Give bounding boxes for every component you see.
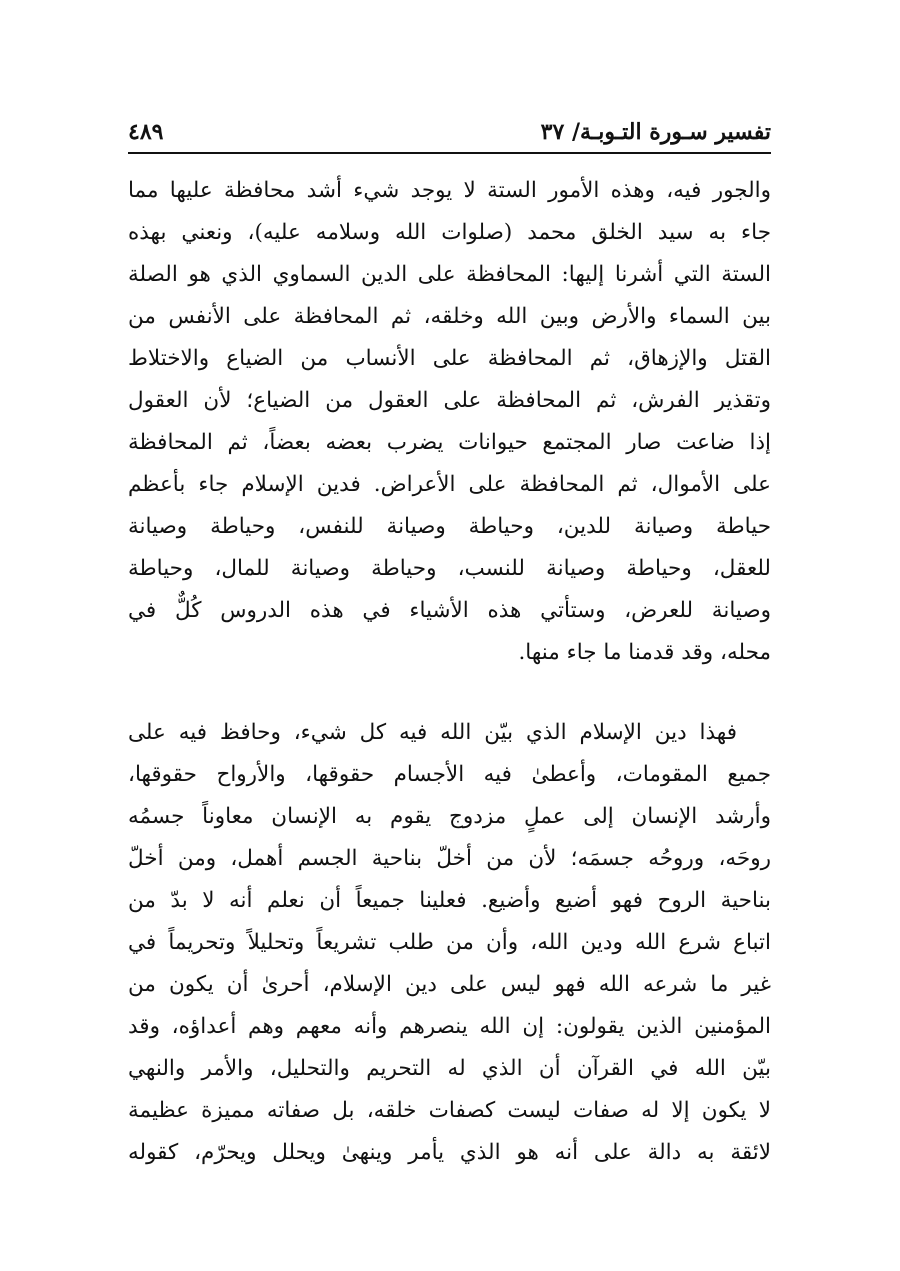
text-line: اتباع شرع الله ودين الله، وأن من طلب تشريعاً وتحليلاً وتحريماً في [128,930,771,955]
body-text [128,170,771,1174]
text-line: غير ما شرعه الله فهو ليس على دين الإسلام، أحرىٰ أن يكون من [128,972,771,997]
text-line: وتقذير الفرش، ثم المحافظة على العقول من الضياع؛ لأن العقول [128,388,771,413]
text-line: وصيانة للعرض، وستأتي هذه الأشياء في هذه الدروس كُلٌّ في [128,598,771,623]
text-line: المؤمنين الذين يقولون: إن الله ينصرهم وأنه معهم وهم أعداؤه، وقد [128,1014,771,1039]
text-line: إذا ضاعت صار المجتمع حيوانات يضرب بعضه بعضاً، ثم المحافظة [128,430,771,455]
text-line: حياطة وصيانة للدين، وحياطة وصيانة للنفس، وحياطة وصيانة [128,514,771,539]
paragraph-spacer [128,674,771,712]
text-line: وأرشد الإنسان إلى عملٍ مزدوج يقوم به الإنسان معاوناً جسمُه [128,804,771,829]
text-line: بيّن الله في القرآن أن الذي له التحريم والتحليل، والأمر والنهي [128,1056,771,1081]
page-number: ٤٨٩ [128,119,164,145]
header-divider [128,152,771,154]
text-line: والجور فيه، وهذه الأمور الستة لا يوجد شيء أشد محافظة عليها مما [128,178,771,203]
text-line: جاء به سيد الخلق محمد (صلوات الله وسلامه عليه)، ونعني بهذه [128,220,771,245]
text-line: جميع المقومات، وأعطىٰ فيه الأجسام حقوقها، والأرواح حقوقها، [128,762,771,787]
running-title: تفسير سـورة التـوبـة/ ٣٧ [540,119,771,145]
text-line: على الأموال، ثم المحافظة على الأعراض. فدين الإسلام جاء بأعظم [128,472,771,497]
paragraph-2 [128,712,771,1174]
text-line: روحَه، وروحُه جسمَه؛ لأن من أخلّ بناحية الجسم أهمل، ومن أخلّ [128,846,771,871]
text-line: الستة التي أشرنا إليها: المحافظة على الدين السماوي الذي هو الصلة [128,262,771,287]
text-line: محله، وقد قدمنا ما جاء منها. [518,640,771,665]
paragraph-1 [128,170,771,674]
text-line: بناحية الروح فهو أضيع وأضيع. فعلينا جميعاً أن نعلم أنه لا بدّ من [128,888,771,913]
text-line: فهذا دين الإسلام الذي بيّن الله فيه كل شيء، وحافظ فيه على [128,720,737,745]
text-line: لائقة به دالة على أنه هو الذي يأمر وينهىٰ ويحلل ويحرّم، كقوله [128,1140,771,1165]
page-header [128,114,771,150]
text-line: القتل والإزهاق، ثم المحافظة على الأنساب من الضياع والاختلاط [128,346,771,371]
text-line: للعقل، وحياطة وصيانة للنسب، وحياطة وصيانة للمال، وحياطة [128,556,771,581]
text-line: لا يكون إلا له صفات ليست كصفات خلقه، بل صفاته مميزة عظيمة [128,1098,771,1123]
text-line: بين السماء والأرض وبين الله وخلقه، ثم المحافظة على الأنفس من [128,304,771,329]
